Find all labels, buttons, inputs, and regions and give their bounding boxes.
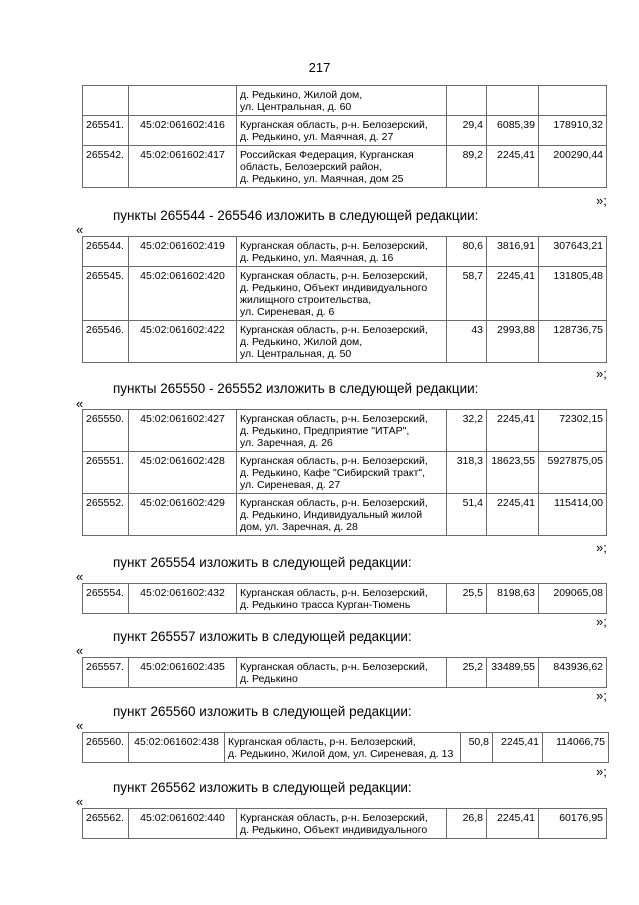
address-line: д. Редькино, Предприятие "ИТАР", — [240, 425, 410, 437]
item-number-cell: 265554. — [83, 584, 129, 614]
area-cell: 26,8 — [447, 809, 487, 839]
registry-table — [82, 85, 607, 188]
address-line: Курганская область, р-н. Белозерский, — [240, 587, 428, 599]
address-line: Курганская область, р-н. Белозерский, — [240, 455, 428, 467]
address-line: д. Редькино, Жилой дом, — [240, 89, 363, 101]
cadastral-number-cell: 45:02:061602:440 — [129, 809, 237, 839]
address-line: Курганская область, р-н. Белозерский, — [240, 270, 428, 282]
price-cell: 2245,41 — [487, 146, 539, 188]
address-cell — [237, 809, 447, 839]
opening-quote: « — [76, 643, 84, 658]
price-cell: 2245,41 — [487, 494, 539, 536]
area-cell: 29,4 — [447, 116, 487, 146]
value-cell: 115414,00 — [539, 494, 607, 536]
cadastral-number-cell: 45:02:061602:438 — [129, 733, 225, 763]
address-cell — [237, 146, 447, 188]
item-number-cell: 265552. — [83, 494, 129, 536]
address-line: ул. Сиреневая, д. 6 — [240, 306, 335, 318]
amendment-intro: пункт 265560 изложить в следующей редакции: — [113, 704, 412, 719]
address-line: дом, ул. Заречная, д. 28 — [240, 521, 358, 533]
opening-quote: « — [76, 569, 84, 584]
opening-quote: « — [76, 396, 84, 411]
price-cell: 3816,91 — [487, 237, 539, 267]
cadastral-number-cell: 45:02:061602:428 — [129, 452, 237, 494]
address-line: д. Редькино, Жилой дом, — [240, 336, 363, 348]
cadastral-number-cell: 45:02:061602:432 — [129, 584, 237, 614]
registry-table — [82, 583, 607, 614]
opening-quote: « — [76, 222, 84, 237]
table-row — [83, 146, 607, 188]
area-cell: 58,7 — [447, 267, 487, 321]
area-cell: 51,4 — [447, 494, 487, 536]
page-number: 217 — [308, 60, 331, 75]
address-line: ул. Центральная, д. 60 — [240, 101, 352, 113]
table-row — [83, 494, 607, 536]
area-cell: 25,5 — [447, 584, 487, 614]
price-cell: 8198,63 — [487, 584, 539, 614]
area-cell: 80,6 — [447, 237, 487, 267]
value-cell — [539, 86, 607, 116]
address-line: д. Редькино, ул. Маячная, дом 25 — [240, 173, 404, 185]
address-line: Курганская область, р-н. Белозерский, — [240, 497, 428, 509]
table-row — [83, 452, 607, 494]
item-number-cell: 265560. — [83, 733, 129, 763]
table-row — [83, 86, 607, 116]
table-row — [83, 584, 607, 614]
value-cell: 5927875,05 — [539, 452, 607, 494]
address-cell — [225, 733, 461, 763]
registry-table — [82, 409, 607, 536]
cadastral-number-cell: 45:02:061602:422 — [129, 321, 237, 363]
table-row — [83, 321, 607, 363]
price-cell: 18623,55 — [487, 452, 539, 494]
address-cell — [237, 116, 447, 146]
area-cell — [447, 86, 487, 116]
address-line: ул. Сиреневая, д. 27 — [240, 479, 341, 491]
amendment-intro: пункт 265557 изложить в следующей редакции: — [113, 629, 412, 644]
address-line: жилищного строительства, — [240, 294, 372, 306]
area-cell: 25,2 — [447, 658, 487, 688]
value-cell: 114066,75 — [543, 733, 609, 763]
area-cell: 32,2 — [447, 410, 487, 452]
item-number-cell: 265541. — [83, 116, 129, 146]
registry-table — [82, 808, 607, 839]
closing-quote: »; — [596, 540, 607, 555]
address-cell — [237, 321, 447, 363]
address-line: д. Редькино, Объект индивидуального — [240, 282, 428, 294]
price-cell: 2993,88 — [487, 321, 539, 363]
price-cell: 2245,41 — [493, 733, 543, 763]
closing-quote: »; — [596, 614, 607, 629]
amendment-intro: пункты 265544 - 265546 изложить в следующей редакции: — [113, 208, 479, 223]
table-row — [83, 116, 607, 146]
item-number-cell: 265545. — [83, 267, 129, 321]
address-line: ул. Центральная, д. 50 — [240, 348, 352, 360]
value-cell: 200290,44 — [539, 146, 607, 188]
cadastral-number-cell: 45:02:061602:419 — [129, 237, 237, 267]
closing-quote: »; — [596, 366, 607, 381]
address-line: Курганская область, р-н. Белозерский, — [240, 119, 428, 131]
address-line: Курганская область, р-н. Белозерский, — [240, 812, 428, 824]
area-cell: 318,3 — [447, 452, 487, 494]
cadastral-number-cell: 45:02:061602:417 — [129, 146, 237, 188]
address-line: Курганская область, р-н. Белозерский, — [240, 324, 428, 336]
item-number-cell — [83, 86, 129, 116]
item-number-cell: 265542. — [83, 146, 129, 188]
cadastral-number-cell: 45:02:061602:429 — [129, 494, 237, 536]
registry-table — [82, 657, 607, 688]
table-row — [83, 237, 607, 267]
value-cell: 128736,75 — [539, 321, 607, 363]
price-cell: 2245,41 — [487, 809, 539, 839]
address-cell — [237, 494, 447, 536]
value-cell: 178910,32 — [539, 116, 607, 146]
closing-quote: »; — [596, 193, 607, 208]
cadastral-number-cell: 45:02:061602:435 — [129, 658, 237, 688]
value-cell: 60176,95 — [539, 809, 607, 839]
address-line: д. Редькино — [240, 673, 298, 685]
price-cell — [487, 86, 539, 116]
address-line: Российская Федерация, Курганская — [240, 149, 414, 161]
cadastral-number-cell: 45:02:061602:416 — [129, 116, 237, 146]
price-cell: 33489,55 — [487, 658, 539, 688]
address-line: д. Редькино, ул. Маячная, д. 27 — [240, 131, 394, 143]
item-number-cell: 265550. — [83, 410, 129, 452]
closing-quote: »; — [596, 688, 607, 703]
item-number-cell: 265557. — [83, 658, 129, 688]
address-cell — [237, 410, 447, 452]
address-line: д. Редькино, Объект индивидуального — [240, 824, 428, 836]
address-cell — [237, 237, 447, 267]
address-line: ул. Заречная, д. 26 — [240, 437, 333, 449]
price-cell: 2245,41 — [487, 267, 539, 321]
value-cell: 307643,21 — [539, 237, 607, 267]
amendment-intro: пункт 265554 изложить в следующей редакции: — [113, 555, 412, 570]
value-cell: 843936,62 — [539, 658, 607, 688]
item-number-cell: 265562. — [83, 809, 129, 839]
area-cell: 89,2 — [447, 146, 487, 188]
address-line: д. Редькино, ул. Маячная, д. 16 — [240, 252, 394, 264]
address-line: Курганская область, р-н. Белозерский, — [228, 736, 416, 748]
address-cell — [237, 452, 447, 494]
value-cell: 72302,15 — [539, 410, 607, 452]
price-cell: 2245,41 — [487, 410, 539, 452]
table-row — [83, 733, 609, 763]
address-line: д. Редькино, Жилой дом, ул. Сиреневая, д. 13 — [228, 748, 454, 760]
item-number-cell: 265546. — [83, 321, 129, 363]
cadastral-number-cell: 45:02:061602:420 — [129, 267, 237, 321]
address-line: Курганская область, р-н. Белозерский, — [240, 661, 428, 673]
address-cell — [237, 584, 447, 614]
opening-quote: « — [76, 794, 84, 809]
address-cell — [237, 658, 447, 688]
address-cell — [237, 267, 447, 321]
registry-table — [82, 732, 609, 763]
address-line: область, Белозерский район, — [240, 161, 383, 173]
value-cell: 131805,48 — [539, 267, 607, 321]
address-line: д. Редькино трасса Курган-Тюмень — [240, 599, 411, 611]
address-line: Курганская область, р-н. Белозерский, — [240, 413, 428, 425]
opening-quote: « — [76, 718, 84, 733]
table-row — [83, 267, 607, 321]
cadastral-number-cell — [129, 86, 237, 116]
address-line: Курганская область, р-н. Белозерский, — [240, 240, 428, 252]
value-cell: 209065,08 — [539, 584, 607, 614]
registry-table — [82, 236, 607, 363]
item-number-cell: 265544. — [83, 237, 129, 267]
item-number-cell: 265551. — [83, 452, 129, 494]
table-row — [83, 410, 607, 452]
amendment-intro: пункт 265562 изложить в следующей редакции: — [113, 780, 412, 795]
address-line: д. Редькино, Кафе "Сибирский тракт", — [240, 467, 426, 479]
table-row — [83, 658, 607, 688]
amendment-intro: пункты 265550 - 265552 изложить в следующей редакции: — [113, 381, 479, 396]
address-cell — [237, 86, 447, 116]
table-row — [83, 809, 607, 839]
address-line: д. Редькино, Индивидуальный жилой — [240, 509, 423, 521]
cadastral-number-cell: 45:02:061602:427 — [129, 410, 237, 452]
price-cell: 6085,39 — [487, 116, 539, 146]
area-cell: 50,8 — [461, 733, 493, 763]
closing-quote: »; — [596, 764, 607, 779]
area-cell: 43 — [447, 321, 487, 363]
